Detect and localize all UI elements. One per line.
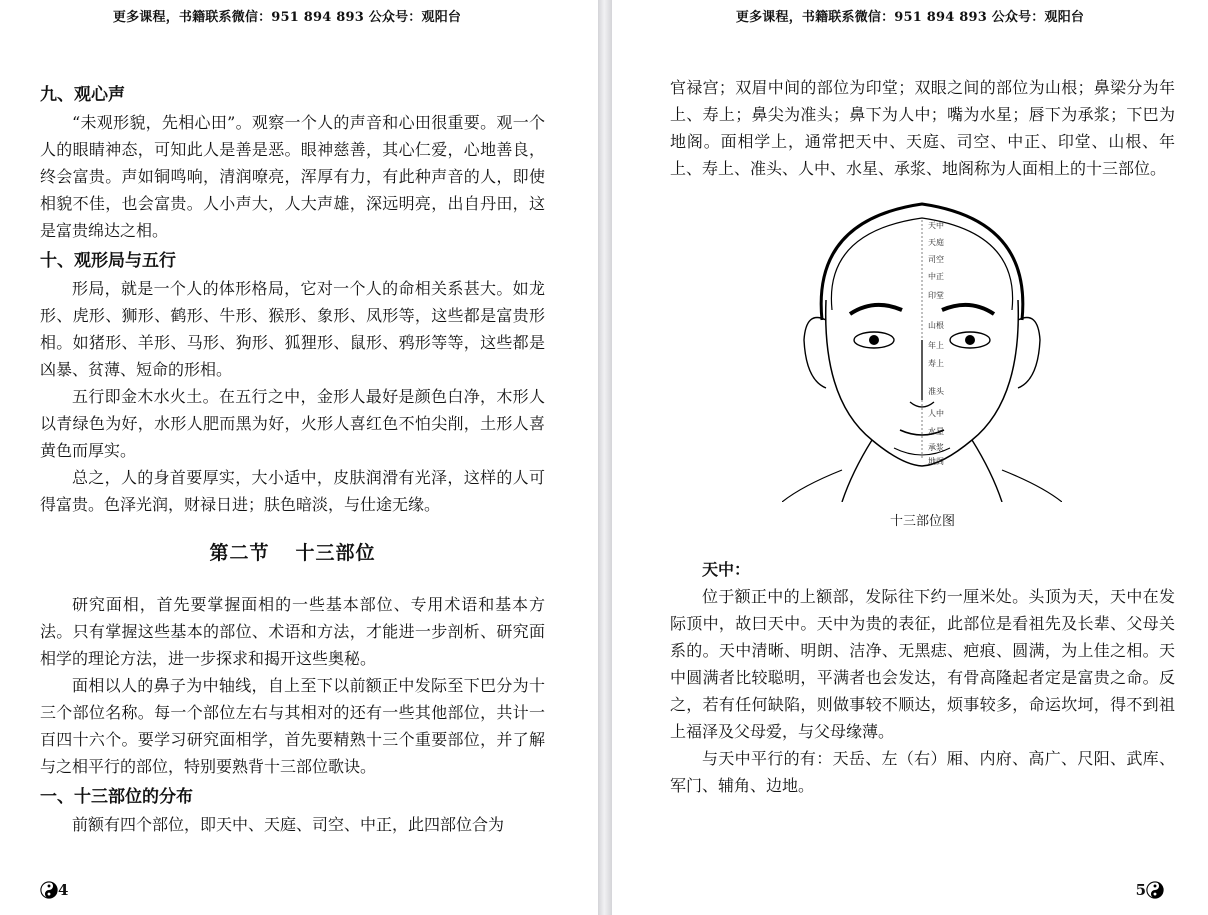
label-tianting: 天庭 xyxy=(928,238,944,247)
paragraph: 与天中平行的有：天岳、左（右）厢、内府、高广、尺阳、武库、军门、辅角、边地。 xyxy=(670,749,1175,795)
page-header: 更多课程，书籍联系微信：951 894 893 公众号：观阳台 xyxy=(112,10,462,25)
paragraph: 总之，人的身首要厚实，大小适中，皮肤润滑有光泽，这样的人可得富贵。色泽光润，财禄日进；肤色暗淡，与仕途无缘。 xyxy=(40,468,545,514)
face-diagram xyxy=(670,190,1175,542)
paragraph: 五行即金木水火土。在五行之中，金形人最好是颜色白净，木形人以青绿色为好，水形人肥而黑为好，火形人喜红色不怕尖削，土形人喜黄色而厚实。 xyxy=(40,387,545,460)
page-number: 5 xyxy=(1136,881,1164,899)
yin-yang-icon xyxy=(1146,881,1164,899)
label-renzhong: 人中 xyxy=(928,409,944,418)
label-yintang: 印堂 xyxy=(928,291,944,300)
paragraph: 研究面相，首先要掌握面相的一些基本部位、专用术语和基本方法。只有掌握这些基本的部位、术语和方法，才能进一步剖析、研究面相学的理论方法，进一步探求和揭开这些奥秘。 xyxy=(40,595,545,668)
yin-yang-icon xyxy=(40,881,58,899)
paragraph: 面相以人的鼻子为中轴线，自上至下以前额正中发际至下巴分为十三个部位名称。每一个部位左右与其相对的还有一些其他部位，共计一百四十六个。要学习研究面相学，首先要精熟十三个重要部位，并了解与之相平行的部位，特别要熟背十三部位歌诀。 xyxy=(40,676,545,776)
paragraph: 形局，就是一个人的体形格局，它对一个人的命相关系甚大。如龙形、虎形、狮形、鹤形、牛形、猴形、象形、凤形等，这些都是富贵形相。如猪形、羊形、马形、狗形、狐狸形、鼠形、鸦形等等，这些都是凶暴、贫薄、短命的形相。 xyxy=(40,279,545,379)
paragraph: 官禄宫；双眉中间的部位为印堂；双眼之间的部位为山根；鼻梁分为年上、寿上；鼻尖为准头；鼻下为人中；嘴为水星；唇下为承浆；下巴为地阁。面相学上，通常把天中、天庭、司空、中正、印堂、山根、年上、寿上、准头、人中、水星、承浆、地阁称为人面相上的十三部位。 xyxy=(670,78,1175,178)
paragraph: 位于额正中的上额部，发际往下约一厘米处。头顶为天，天中在发际顶中，故曰天中。天中为贵的表征，此部位是看祖先及长辈、父母关系的。天中清晰、明朗、洁净、无黑痣、疤痕、圆满，为上佳之相。天中圆满者比较聪明，平满者也会发达，有骨高隆起者定是富贵之命。反之，若有任何缺陷，则做事较不顺达，烦事较多，命运坎坷，得不到祖上福泽及父母爱，与父母缘薄。 xyxy=(670,587,1175,741)
label-nianshang: 年上 xyxy=(928,341,944,350)
heading-1: 一、十三部位的分布 xyxy=(40,787,193,807)
left-page xyxy=(0,0,598,915)
section-title xyxy=(40,539,545,567)
label-zhongzheng: 中正 xyxy=(928,272,944,281)
book-gutter xyxy=(598,0,612,915)
page-header: 更多课程，书籍联系微信：951 894 893 公众号：观阳台 xyxy=(735,10,1085,25)
heading-9: 九、观心声 xyxy=(40,85,125,105)
label-sikong: 司空 xyxy=(928,255,944,264)
paragraph: “未观形貌，先相心田”。观察一个人的声音和心田很重要。观一个人的眼睛神态，可知此人是善是恶。眼神慈善，其心仁爱，心地善良，终会富贵。声如铜鸣响，清润嘹亮，浑厚有力，有此种声音的人，即使相貌不佳，也会富贵。人小声大，人大声雄，深远明亮，出自丹田，这是富贵绵达之相。 xyxy=(40,113,545,240)
left-body xyxy=(40,78,545,838)
section-name: 十三部位 xyxy=(295,542,376,564)
label-shangen: 山根 xyxy=(928,321,944,330)
section-number: 第二节 xyxy=(209,542,270,564)
label-zhuntou: 准头 xyxy=(928,387,944,396)
label-shoushang: 寿上 xyxy=(928,359,944,368)
right-page xyxy=(612,0,1208,915)
right-body xyxy=(670,74,1175,799)
heading-10: 十、观形局与五行 xyxy=(40,251,176,271)
label-shuixing: 水星 xyxy=(928,427,944,436)
label-dige: 地阁 xyxy=(928,457,944,466)
paragraph: 前额有四个部位，即天中、天庭、司空、中正，此四部位合为 xyxy=(72,815,505,834)
page-number: 4 xyxy=(40,881,68,899)
label-chengjiang: 承浆 xyxy=(928,443,944,452)
heading-tianzhong: 天中： xyxy=(702,560,751,579)
face-illustration xyxy=(782,190,1062,502)
figure-caption: 十三部位图 xyxy=(889,514,955,529)
label-tianzhong: 天中 xyxy=(928,221,944,230)
